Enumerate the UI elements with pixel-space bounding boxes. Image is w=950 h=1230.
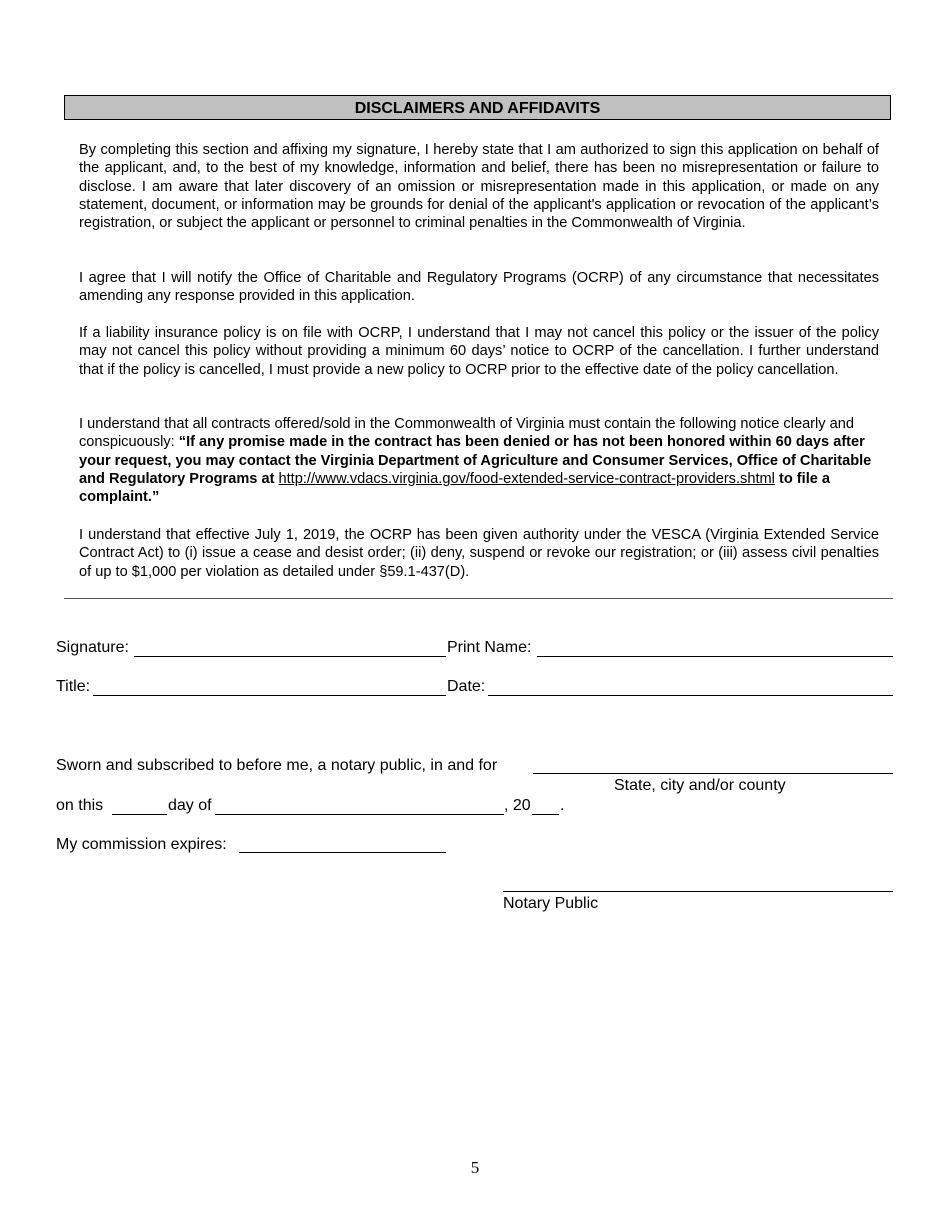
contract-notice-quote: “If any promise made in the contract has been denied or has not been honored within 60 days after your request, you may contact the Virginia Department of Agriculture and Consumer Services, Office of Charitable and Regulatory Programs at [79, 434, 872, 487]
print-name-label: Print Name: [447, 639, 532, 656]
signature-field[interactable] [134, 656, 446, 657]
page-number: 5 [470, 1158, 480, 1177]
commission-field[interactable] [239, 852, 446, 853]
section-divider [64, 598, 893, 599]
date-label: Date: [447, 678, 486, 695]
sworn-statement: Sworn and subscribed to before me, a notary public, in and for [56, 757, 498, 774]
paragraph-notify-ocrp: I agree that I will notify the Office of Charitable and Regulatory Programs (OCRP) of any circumstance that necessitates amending any response provided in this application. [79, 270, 879, 305]
commission-label: My commission expires: [56, 836, 227, 853]
paragraph-contract-notice [79, 415, 879, 506]
year-prefix: , 20 [504, 797, 531, 814]
jurisdiction-field[interactable] [533, 773, 893, 774]
title-label: Title: [56, 678, 91, 695]
notary-signature-line[interactable] [503, 891, 893, 892]
section-title: DISCLAIMERS AND AFFIDAVITS [64, 95, 891, 120]
paragraph-signature-authority: By completing this section and affixing my signature, I hereby state that I am authorized to sign this application on behalf of the applicant, and, to the best of my knowledge, information and belief, there has been no misrepresentation or failure to disclose. I am aware that later discovery of an omission or misrepresentation made in this application, or made on any statement, document, or information may be grounds for denial of the applicant's application or revocation of the applicant’s registration, or subject the applicant or personnel to criminal penalties in the Commonwealth of Virginia. [79, 142, 879, 232]
contract-notice-intro: I understand that all contracts offered/sold in the Commonwealth of Virginia must contain the following notice clearly and conspicuously: [79, 416, 854, 451]
year-field[interactable] [532, 814, 559, 815]
day-field[interactable] [112, 814, 167, 815]
signature-label: Signature: [56, 639, 129, 656]
print-name-field[interactable] [537, 656, 893, 657]
notary-caption: Notary Public [503, 895, 599, 912]
paragraph-vesca-authority: I understand that effective July 1, 2019, the OCRP has been given authority under the VESCA (Virginia Extended Service Contract Act) to (i) issue a cease and desist order; (ii) deny, suspend or revoke our registration; or (iii) assess civil penalties of up to $1,000 per violation as detailed under §59.1-437(D). [79, 527, 879, 580]
paragraph-liability-insurance: If a liability insurance policy is on file with OCRP, I understand that I may not cancel this policy or the issuer of the policy may not cancel this policy without providing a minimum 60 days’ notice to OCRP of the cancellation. I further understand that if the policy is cancelled, I must provide a new policy to OCRP prior to the effective date of the policy cancellation. [79, 325, 879, 378]
title-field[interactable] [93, 695, 446, 696]
location-caption: State, city and/or county [614, 777, 786, 794]
month-field[interactable] [215, 814, 504, 815]
contract-notice-end: to file a complaint.” [79, 470, 831, 506]
complaint-link[interactable]: http://www.vdacs.virginia.gov/food-extended-service-contract-providers.shtml [278, 470, 775, 487]
day-of-label: day of [168, 797, 212, 814]
date-field[interactable] [488, 695, 893, 696]
on-this-label: on this [56, 797, 104, 814]
year-suffix: . [560, 797, 565, 814]
